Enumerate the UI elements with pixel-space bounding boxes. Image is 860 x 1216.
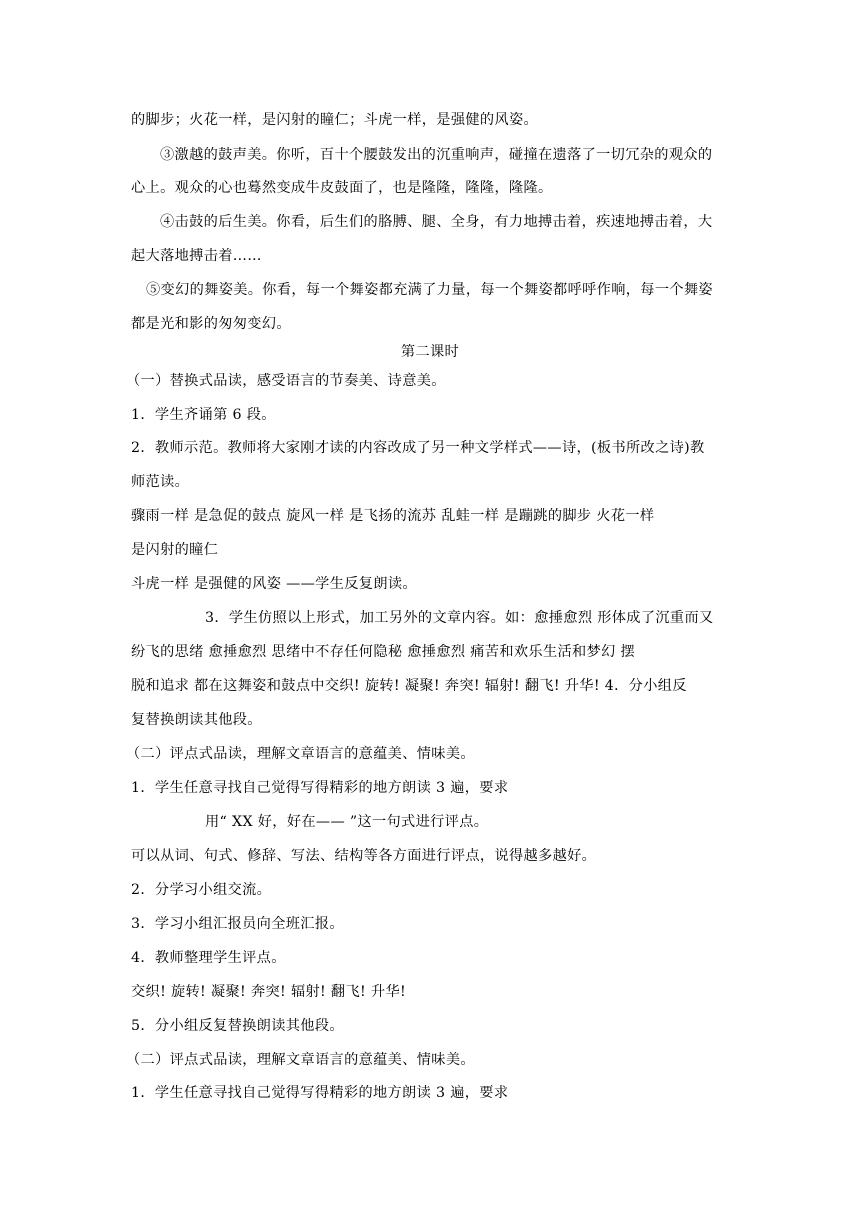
paragraph-line: 1．学生任意寻找自己觉得写得精彩的地方朗读 3 遍，要求 <box>131 780 509 796</box>
paragraph-line: 4．教师整理学生评点。 <box>131 950 286 966</box>
paragraph-line: 5．分小组反复替换朗读其他段。 <box>131 1018 344 1034</box>
paragraph-line: 复替换朗读其他段。 <box>131 712 262 728</box>
paragraph-line: （一）替换式品读，感受语言的节奏美、诗意美。 <box>126 373 446 389</box>
paragraph-line: 斗虎一样 是强健的风姿 ——学生反复朗读。 <box>131 576 417 592</box>
paragraph-line: 脱和追求 都在这舞姿和鼓点中交织! 旋转! 凝聚! 奔突! 辐射! 翻飞! 升华! 4．分小组反 <box>131 678 687 694</box>
paragraph-line: 师范读。 <box>131 474 190 490</box>
paragraph-line: （二）评点式品读，理解文章语言的意蕴美、情味美。 <box>126 746 475 762</box>
paragraph-line: 纷飞的思绪 愈捶愈烈 思绪中不存任何隐秘 愈捶愈烈 痛苦和欢乐生活和梦幻 摆 <box>131 644 636 660</box>
paragraph-line: 2．分学习小组交流。 <box>131 882 272 898</box>
paragraph-line: （二）评点式品读，理解文章语言的意蕴美、情味美。 <box>126 1052 475 1068</box>
paragraph-line: 起大落地搏击着…… <box>131 248 262 264</box>
paragraph-line: 骤雨一样 是急促的鼓点 旋风一样 是飞扬的流苏 乱蛙一样 是蹦跳的脚步 火花一样 <box>131 508 655 524</box>
paragraph-line: ③激越的鼓声美。你听，百十个腰鼓发出的沉重响声，碰撞在遗落了一切冗杂的观众的 <box>160 147 713 163</box>
paragraph-line: 交织! 旋转! 凝聚! 奔突! 辐射! 翻飞! 升华! <box>131 984 407 1000</box>
paragraph-line: 用“ XX 好，好在—— ”这一句式进行评点。 <box>205 814 489 830</box>
paragraph-line: 都是光和影的匆匆变幻。 <box>131 316 291 332</box>
paragraph-line: ⑤变幻的舞姿美。你看，每一个舞姿都充满了力量，每一个舞姿都呼呼作响，每一个舞姿 <box>146 282 713 298</box>
paragraph-line: 心上。观众的心也蓦然变成牛皮鼓面了，也是隆隆，隆隆，隆隆。 <box>131 180 553 196</box>
paragraph-line: 的脚步；火花一样，是闪射的瞳仁；斗虎一样，是强健的风姿。 <box>131 112 539 128</box>
paragraph-line: ④击鼓的后生美。你看，后生们的胳膊、腿、全身，有力地搏击着，疾速地搏击着，大 <box>160 214 713 230</box>
paragraph-line: 3．学生仿照以上形式，加工另外的文章内容。如：愈捶愈烈 形体成了沉重而又 <box>205 610 714 626</box>
section-heading: 第二课时 <box>400 344 460 360</box>
paragraph-line: 1．学生齐诵第 6 段。 <box>131 407 276 423</box>
paragraph-line: 是闪射的瞳仁 <box>131 542 219 558</box>
paragraph-line: 可以从词、句式、修辞、写法、结构等各方面进行评点，说得越多越好。 <box>131 848 597 864</box>
paragraph-line: 2．教师示范。教师将大家刚才读的内容改成了另一种文学样式——诗，(板书所改之诗)教 <box>131 440 705 456</box>
paragraph-line: 3．学习小组汇报员向全班汇报。 <box>131 916 344 932</box>
paragraph-line: 1．学生任意寻找自己觉得写得精彩的地方朗读 3 遍，要求 <box>131 1085 509 1101</box>
